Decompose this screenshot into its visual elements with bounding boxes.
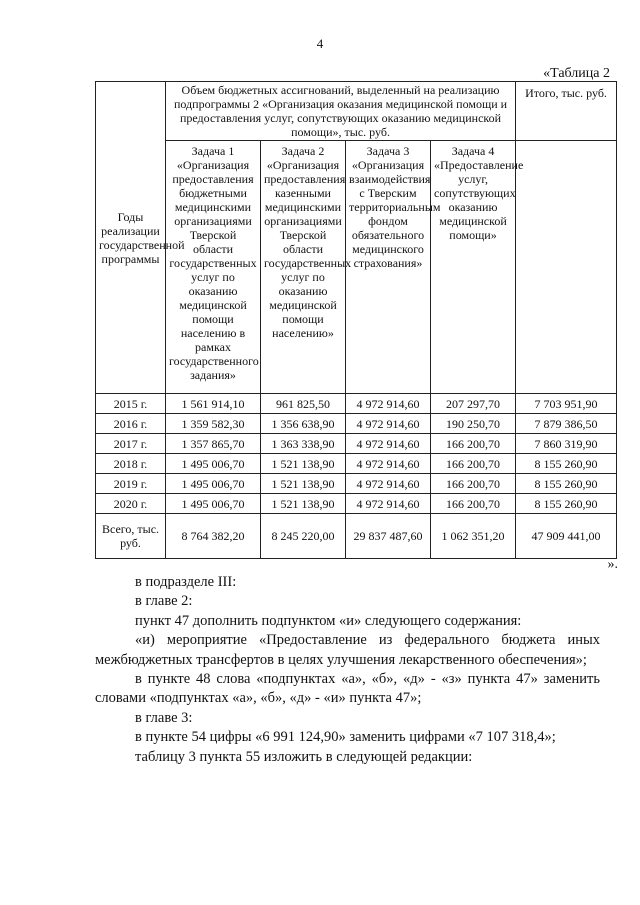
table-row bbox=[96, 434, 617, 454]
cell-task-3: 4 972 914,60 bbox=[346, 494, 431, 514]
header-task-2: Задача 2 «Организация предоставления казенными медицинскими организациями Тверской области государственных услуг по оказанию медицинской помощи населению» bbox=[261, 141, 346, 394]
cell-task-3: 4 972 914,60 bbox=[346, 434, 431, 454]
cell-task-2: 961 825,50 bbox=[261, 394, 346, 414]
paragraph: пункт 47 дополнить подпунктом «и» следующего содержания: bbox=[135, 612, 522, 629]
table-caption: «Таблица 2 bbox=[543, 66, 610, 81]
cell-total: 7 860 319,90 bbox=[516, 434, 617, 454]
table-row bbox=[96, 454, 617, 474]
cell-task-1: 8 764 382,20 bbox=[166, 514, 261, 559]
cell-task-1: 1 359 582,30 bbox=[166, 414, 261, 434]
cell-year: 2016 г. bbox=[96, 414, 166, 434]
cell-task-1: 1 495 006,70 bbox=[166, 474, 261, 494]
cell-task-4: 207 297,70 bbox=[431, 394, 516, 414]
cell-task-1: 1 561 914,10 bbox=[166, 394, 261, 414]
header-years: Годы реализации государственной программы bbox=[96, 82, 166, 394]
cell-task-4: 166 200,70 bbox=[431, 494, 516, 514]
page-number: 4 bbox=[316, 36, 324, 51]
closing-quote: ». bbox=[607, 557, 618, 572]
cell-total: 47 909 441,00 bbox=[516, 514, 617, 559]
cell-year: 2020 г. bbox=[96, 494, 166, 514]
header-total-empty bbox=[516, 141, 617, 394]
cell-task-2: 1 356 638,90 bbox=[261, 414, 346, 434]
paragraph: «и) мероприятие «Предоставление из федерального бюджета иных межбюджетных трансфертов в целях улучшения лекарственного обеспечения»; bbox=[95, 632, 600, 668]
cell-task-2: 8 245 220,00 bbox=[261, 514, 346, 559]
cell-task-2: 1 521 138,90 bbox=[261, 474, 346, 494]
paragraph: в подразделе III: bbox=[135, 574, 237, 590]
cell-total: 8 155 260,90 bbox=[516, 454, 617, 474]
table-row bbox=[96, 474, 617, 494]
cell-total: 7 703 951,90 bbox=[516, 394, 617, 414]
cell-year: 2015 г. bbox=[96, 394, 166, 414]
cell-task-3: 4 972 914,60 bbox=[346, 414, 431, 434]
cell-task-4: 190 250,70 bbox=[431, 414, 516, 434]
cell-total-label: Всего, тыс. руб. bbox=[96, 514, 166, 559]
cell-task-3: 4 972 914,60 bbox=[346, 394, 431, 414]
table-row bbox=[96, 414, 617, 434]
cell-task-1: 1 495 006,70 bbox=[166, 494, 261, 514]
cell-task-1: 1 495 006,70 bbox=[166, 454, 261, 474]
header-budget-group: Объем бюджетных ассигнований, выделенный на реализацию подпрограммы 2 «Организация оказания медицинской помощи и предоставления услуг, сопутствующих оказанию медицинской помощи», тыс. руб. bbox=[166, 82, 516, 141]
cell-task-3: 4 972 914,60 bbox=[346, 474, 431, 494]
cell-year: 2017 г. bbox=[96, 434, 166, 454]
cell-task-4: 1 062 351,20 bbox=[431, 514, 516, 559]
cell-total: 8 155 260,90 bbox=[516, 494, 617, 514]
header-task-4: Задача 4 «Предоставление услуг, сопутствующих оказанию медицинской помощи» bbox=[431, 141, 516, 394]
paragraph: таблицу 3 пункта 55 изложить в следующей редакции: bbox=[135, 748, 473, 765]
cell-task-2: 1 521 138,90 bbox=[261, 494, 346, 514]
budget-table bbox=[95, 81, 617, 559]
cell-total: 7 879 386,50 bbox=[516, 414, 617, 434]
paragraph: в главе 2: bbox=[135, 593, 193, 610]
table-row bbox=[96, 394, 617, 414]
cell-task-3: 4 972 914,60 bbox=[346, 454, 431, 474]
amendment-text bbox=[95, 573, 600, 767]
cell-year: 2019 г. bbox=[96, 474, 166, 494]
paragraph: в пункте 48 слова «подпунктах «а», «б», «д» - «з» пункта 47» заменить словами «подпунктах «а», «б», «д» - «и» пункта 47»; bbox=[95, 671, 600, 707]
cell-task-2: 1 521 138,90 bbox=[261, 454, 346, 474]
cell-task-4: 166 200,70 bbox=[431, 454, 516, 474]
cell-task-4: 166 200,70 bbox=[431, 434, 516, 454]
cell-total: 8 155 260,90 bbox=[516, 474, 617, 494]
header-task-3: Задача 3 «Организация взаимодействия с Тверским территориальным фондом обязательного медицинского страхования» bbox=[346, 141, 431, 394]
cell-task-3: 29 837 487,60 bbox=[346, 514, 431, 559]
table-row bbox=[96, 494, 617, 514]
grand-total-row bbox=[96, 514, 617, 559]
cell-task-2: 1 363 338,90 bbox=[261, 434, 346, 454]
cell-year: 2018 г. bbox=[96, 454, 166, 474]
header-total: Итого, тыс. руб. bbox=[516, 82, 617, 141]
header-task-1: Задача 1 «Организация предоставления бюджетными медицинскими организациями Тверской области государственных услуг по оказанию медицинской помощи населению в рамках государственного задания» bbox=[166, 141, 261, 394]
paragraph: в пункте 54 цифры «6 991 124,90» заменить цифрами «7 107 318,4»; bbox=[135, 729, 556, 746]
cell-task-4: 166 200,70 bbox=[431, 474, 516, 494]
cell-task-1: 1 357 865,70 bbox=[166, 434, 261, 454]
paragraph: в главе 3: bbox=[135, 709, 193, 726]
